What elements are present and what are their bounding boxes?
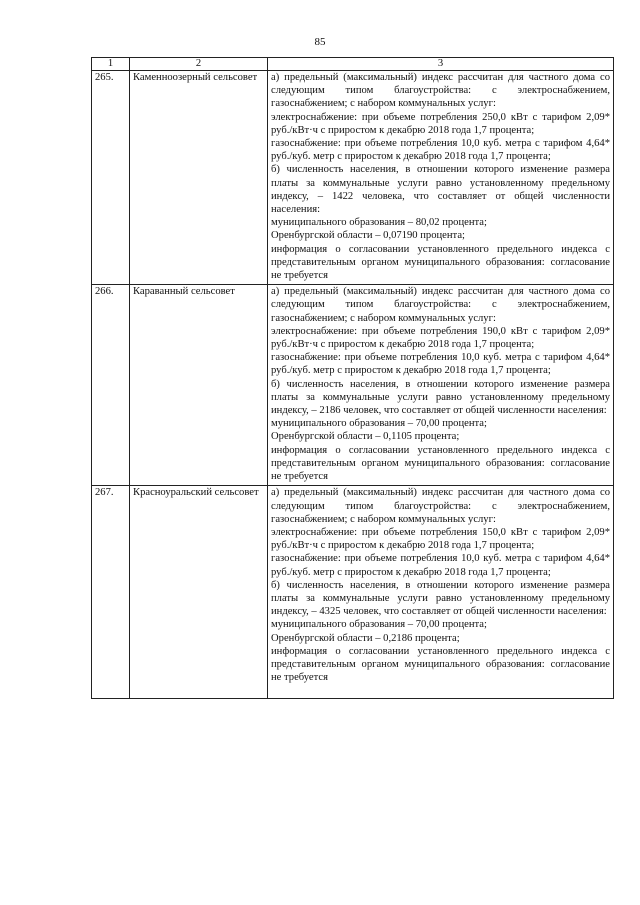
paragraph-electricity: электроснабжение: при объеме потребления 250,0 кВт с тарифом 2,09* руб./кВт·ч с приростом к декабрю 2018 года 1,7 процента; xyxy=(271,111,610,136)
paragraph-municipal-share: муниципального образования – 80,02 процента; xyxy=(271,217,487,229)
paragraph-municipal-share: муниципального образования – 70,00 процента; xyxy=(271,619,487,631)
paragraph-b: б) численность населения, в отношении которого изменение размера платы за коммунальные услуги равно установленному предельному индексу, – 4325 человек, что составляет от общей численности населения: xyxy=(271,579,610,618)
index-description xyxy=(268,285,614,486)
tariff-table xyxy=(91,57,614,699)
index-description xyxy=(268,71,614,285)
header-col-1: 1 xyxy=(92,58,130,71)
settlement-name-text: Красноуральский сельсовет xyxy=(133,487,259,499)
row-number: 265. xyxy=(92,71,130,285)
paragraph-a: а) предельный (максимальный) индекс рассчитан для частного дома со следующим типом благоустройства: с электроснабжением, газоснабжением; с набором коммунальных услуг: xyxy=(271,286,610,324)
paragraph-electricity: электроснабжение: при объеме потребления 190,0 кВт с тарифом 2,09* руб./кВт·ч с приростом к декабрю 2018 года 1,7 процента; xyxy=(271,325,610,351)
paragraph-region-share: Оренбургской области – 0,2186 процента; xyxy=(271,632,460,644)
table-row xyxy=(92,71,614,285)
paragraph-approval: информация о согласовании установленного предельного индекса с представительным органом муниципального образования: согласование не требуется xyxy=(271,645,610,684)
paragraph-approval: информация о согласовании установленного предельного индекса с представительным органом муниципального образования: согласование не требуется xyxy=(271,243,610,282)
table-row xyxy=(92,285,614,486)
row-number: 266. xyxy=(92,285,130,486)
paragraph-b: б) численность населения, в отношении которого изменение размера платы за коммунальные услуги равно установленному предельному индексу, – 2186 человек, что составляет от общей численности населения: xyxy=(271,378,610,417)
index-description xyxy=(268,486,614,699)
page-number: 85 xyxy=(314,36,326,48)
settlement-name xyxy=(130,486,268,699)
row-number: 267. xyxy=(92,486,130,699)
settlement-name xyxy=(130,71,268,285)
header-row xyxy=(92,58,614,71)
paragraph-gas: газоснабжение: при объеме потребления 10,0 куб. метра с тарифом 4,64* руб./куб. метр с приростом к декабрю 2018 года 1,7 процента; xyxy=(271,352,610,377)
paragraph-region-share: Оренбургской области – 0,07190 процента; xyxy=(271,230,465,242)
header-col-2: 2 xyxy=(130,58,268,71)
header-col-3: 3 xyxy=(268,58,614,71)
paragraph-gas: газоснабжение: при объеме потребления 10,0 куб. метра с тарифом 4,64* руб./куб. метр с приростом к декабрю 2018 года 1,7 процента; xyxy=(271,138,610,163)
paragraph-gas: газоснабжение: при объеме потребления 10,0 куб. метра с тарифом 4,64* руб./куб. метр с приростом к декабрю 2018 года 1,7 процента; xyxy=(271,553,610,578)
paragraph-b: б) численность населения, в отношении которого изменение размера платы за коммунальные услуги равно установленному предельному индексу, – 1422 человека, что составляет от общей численности населения: xyxy=(271,164,610,216)
paragraph-a: а) предельный (максимальный) индекс рассчитан для частного дома со следующим типом благоустройства: с электроснабжением, газоснабжением; с набором коммунальных услуг: xyxy=(271,487,610,525)
paragraph-municipal-share: муниципального образования – 70,00 процента; xyxy=(271,418,487,430)
paragraph-a: а) предельный (максимальный) индекс рассчитан для частного дома со следующим типом благоустройства: с электроснабжением, газоснабжением; с набором коммунальных услуг: xyxy=(271,72,610,110)
settlement-name xyxy=(130,285,268,486)
paragraph-electricity: электроснабжение: при объеме потребления 150,0 кВт с тарифом 2,09* руб./кВт·ч с приростом к декабрю 2018 года 1,7 процента; xyxy=(271,526,610,552)
settlement-name-text: Караванный сельсовет xyxy=(133,286,235,298)
paragraph-region-share: Оренбургской области – 0,1105 процента; xyxy=(271,431,460,443)
paragraph-approval: информация о согласовании установленного предельного индекса с представительным органом муниципального образования: согласование не требуется xyxy=(271,444,610,483)
settlement-name-text: Каменноозерный сельсовет xyxy=(133,72,258,83)
table-row xyxy=(92,486,614,699)
